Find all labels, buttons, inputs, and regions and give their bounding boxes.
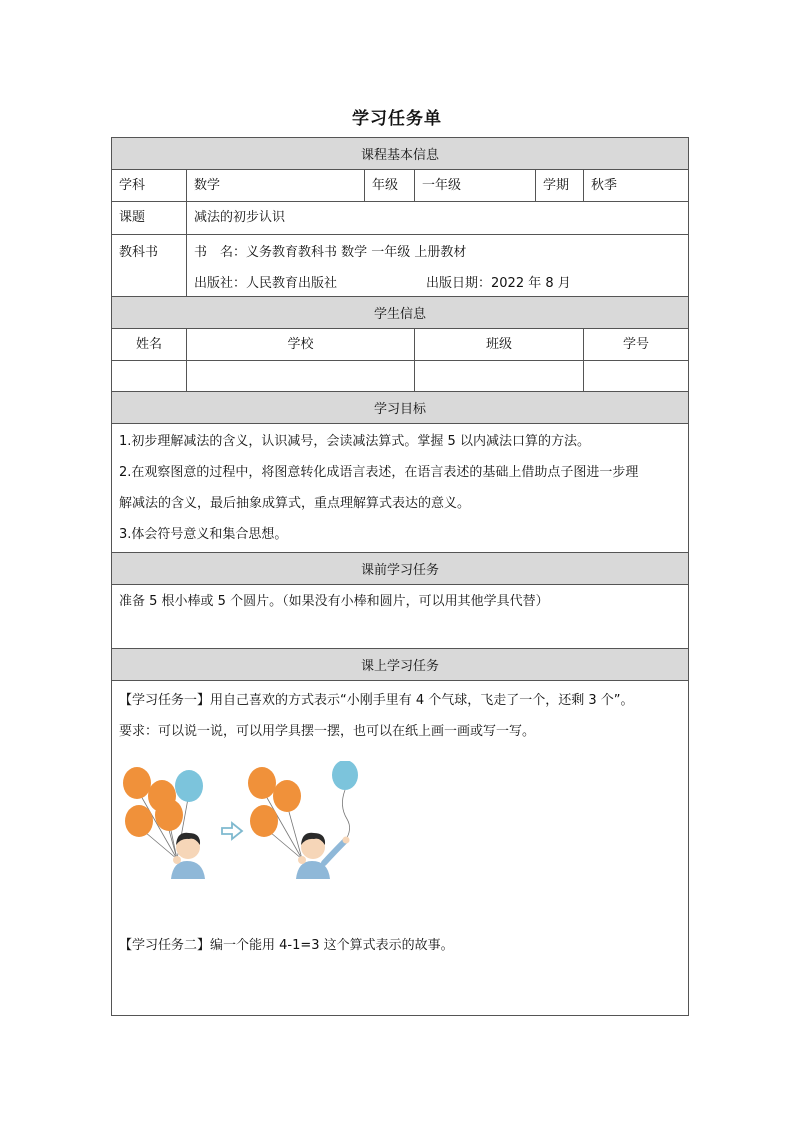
col-school: 学校 xyxy=(187,329,415,361)
preclass-content xyxy=(112,585,689,649)
task-sheet-table xyxy=(111,137,689,1016)
subject-value: 数学 xyxy=(187,170,365,202)
term-value: 秋季 xyxy=(584,170,689,202)
requirement-text: 要求：可以说一说，可以用学具摆一摆，也可以在纸上画一画或写一写。 xyxy=(119,724,536,739)
textbook-info xyxy=(187,235,689,297)
goal-item-2b: 解减法的含义，最后抽象成算式，重点理解算式表达的意义。 xyxy=(119,496,471,511)
boy-with-four-balloons xyxy=(123,767,205,879)
student-id-cell[interactable] xyxy=(584,361,689,392)
goal-item-1: 1.初步理解减法的含义，认识减号，会读减法算式。掌握 5 以内减法口算的方法。 xyxy=(119,434,590,449)
orange-balloon xyxy=(250,805,278,837)
section-header-course: 课程基本信息 xyxy=(112,138,689,170)
orange-balloon xyxy=(273,780,301,812)
section-header-inclass: 课上学习任务 xyxy=(112,649,689,681)
blue-balloon-flying xyxy=(332,761,358,790)
topic-label: 课题 xyxy=(112,202,187,235)
preclass-text: 准备 5 根小棒或 5 个圆片。（如果没有小棒和圆片，可以用其他学具代替） xyxy=(119,594,549,609)
publish-date: 出版日期：2022 年 8 月 xyxy=(426,276,571,291)
grade-label: 年级 xyxy=(365,170,415,202)
textbook-publisher-row xyxy=(194,272,681,291)
school-cell[interactable] xyxy=(187,361,415,392)
right-arrow-icon xyxy=(222,823,242,839)
col-class: 班级 xyxy=(415,329,584,361)
section-header-preclass: 课前学习任务 xyxy=(112,553,689,585)
grade-value: 一年级 xyxy=(415,170,536,202)
goal-item-2a: 2.在观察图意的过程中，将图意转化成语言表述，在语言表述的基础上借助点子图进一步理 xyxy=(119,465,639,480)
topic-value: 减法的初步认识 xyxy=(187,202,689,235)
blue-balloon xyxy=(175,770,203,802)
page-title: 学习任务单 xyxy=(352,109,442,129)
orange-balloon xyxy=(125,805,153,837)
col-student-id: 学号 xyxy=(584,329,689,361)
orange-balloon xyxy=(155,799,183,831)
goals-content xyxy=(112,424,689,553)
section-header-goals: 学习目标 xyxy=(112,392,689,424)
subject-label: 学科 xyxy=(112,170,187,202)
task-2-text: 【学习任务二】编一个能用 4-1=3 这个算式表示的故事。 xyxy=(119,938,454,953)
section-header-student: 学生信息 xyxy=(112,297,689,329)
term-label: 学期 xyxy=(536,170,584,202)
inclass-content xyxy=(112,681,689,1016)
textbook-title: 书 名：义务教育教科书 数学 一年级 上册教材 xyxy=(194,245,467,260)
boy-with-three-balloons xyxy=(248,761,358,879)
name-cell[interactable] xyxy=(112,361,187,392)
balloon-illustration xyxy=(119,761,379,891)
class-cell[interactable] xyxy=(415,361,584,392)
col-name: 姓名 xyxy=(112,329,187,361)
orange-balloon xyxy=(123,767,151,799)
textbook-label: 教科书 xyxy=(112,235,187,297)
task-1-text: 【学习任务一】用自己喜欢的方式表示“小刚手里有 4 个气球，飞走了一个，还剩 3 个”。 xyxy=(119,693,634,708)
publisher: 出版社：人民教育出版社 xyxy=(194,276,338,291)
goal-item-3: 3.体会符号意义和集合思想。 xyxy=(119,527,288,542)
orange-balloon xyxy=(248,767,276,799)
